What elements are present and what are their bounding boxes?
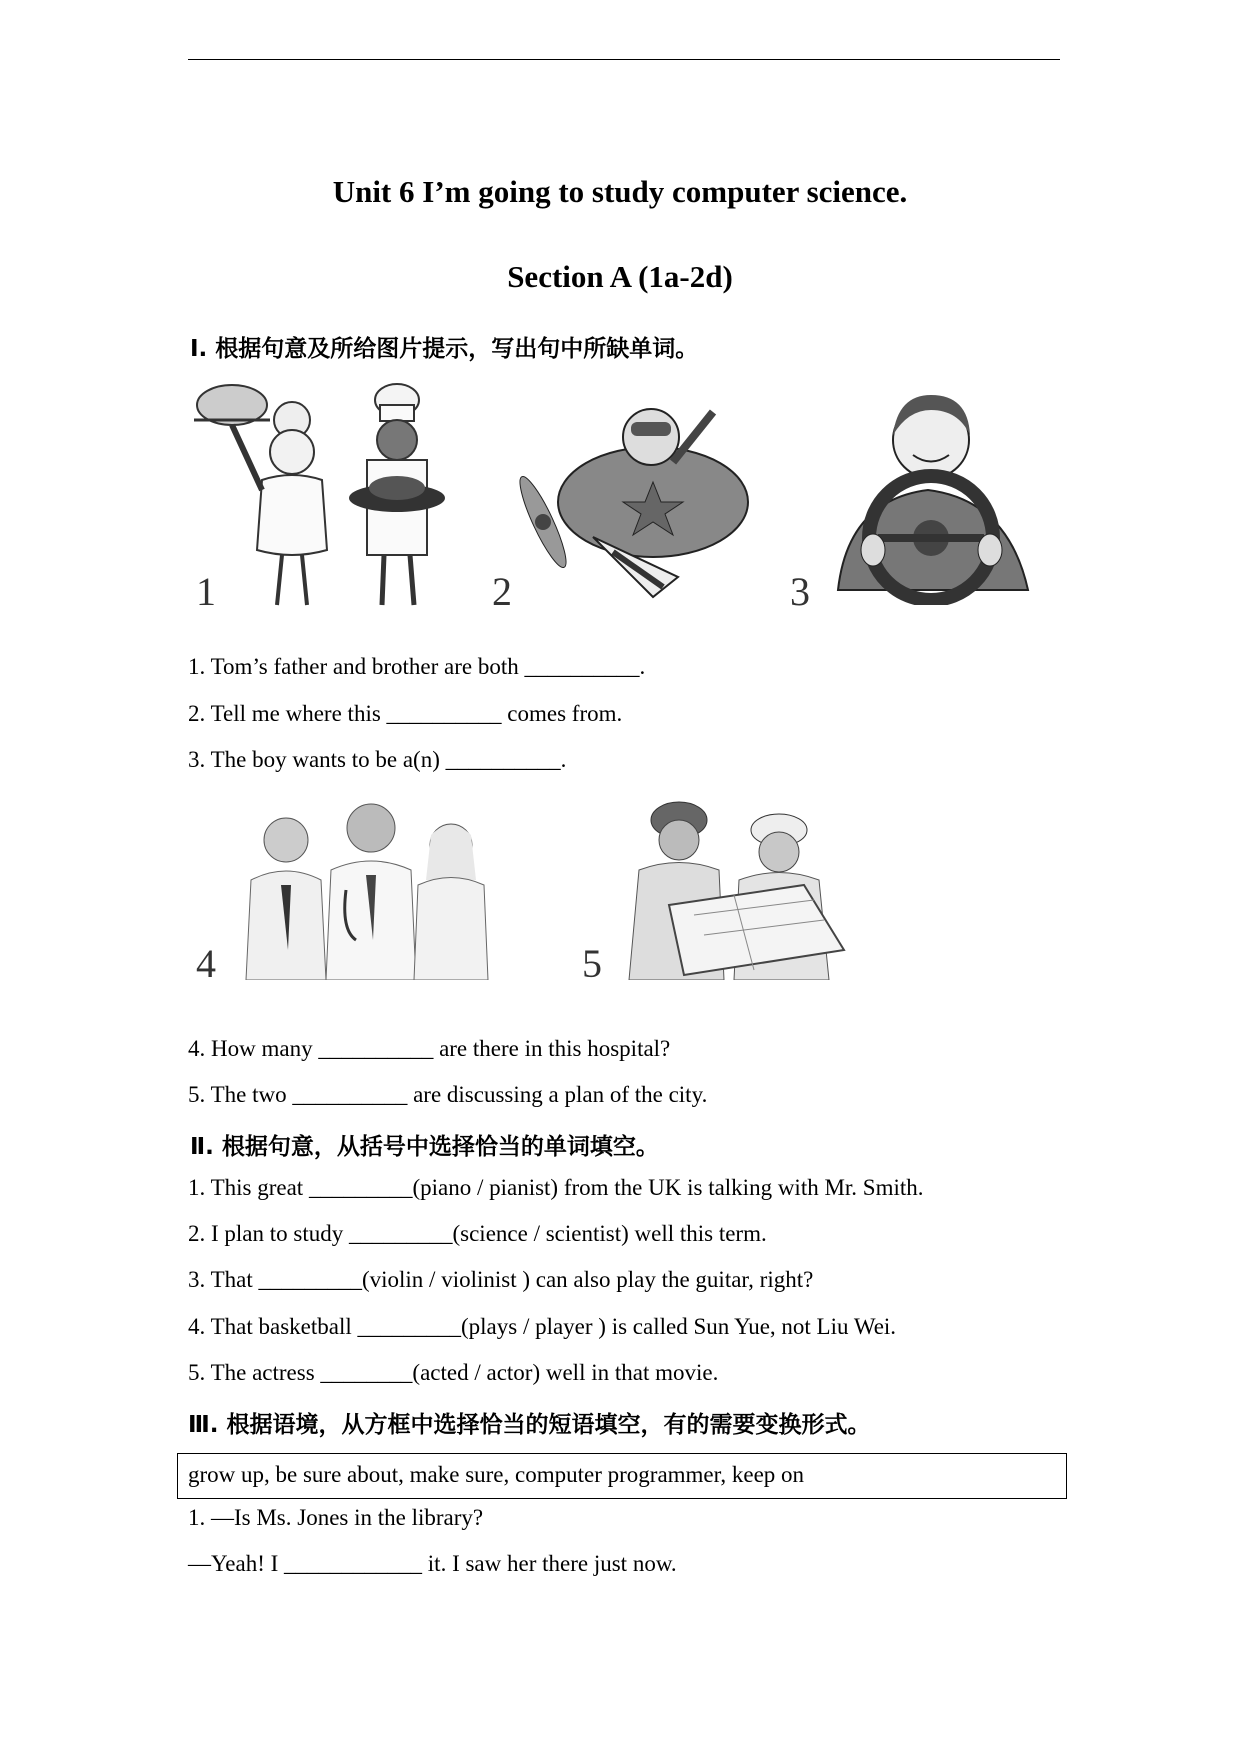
- boy-driving-picture: [828, 380, 1033, 605]
- page-title: Unit 6 I’m going to study computer science.: [332, 174, 908, 209]
- question-line: 1. This great _________(piano / pianist) from the UK is talking with Mr. Smith.: [188, 1175, 924, 1200]
- picture-number: 5: [582, 941, 602, 986]
- picture-number: 4: [196, 941, 216, 986]
- two-cooks-picture: [192, 380, 457, 615]
- question-line: 2. Tell me where this __________ comes from.: [188, 701, 623, 726]
- two-engineers-picture: [614, 790, 856, 980]
- question-line: 5. The two __________ are discussing a plan of the city.: [188, 1082, 708, 1107]
- picture-number: 2: [492, 569, 512, 614]
- question-line: 5. The actress ________(acted / actor) well in that movie.: [188, 1360, 719, 1385]
- part3-heading: Ⅲ. 根据语境，从方框中选择恰当的短语填空，有的需要变换形式。: [188, 1412, 871, 1438]
- picture-number: 3: [790, 569, 810, 614]
- question-line: 1. —Is Ms. Jones in the library?: [188, 1505, 484, 1530]
- part2-heading: Ⅱ. 根据句意，从括号中选择恰当的单词填空。: [190, 1134, 659, 1160]
- question-line: 1. Tom’s father and brother are both __________.: [188, 654, 646, 679]
- question-line: 2. I plan to study _________(science / scientist) well this term.: [188, 1221, 767, 1246]
- phrase-box: [177, 1453, 1067, 1499]
- part1-heading: Ⅰ. 根据句意及所给图片提示，写出句中所缺单词。: [190, 336, 699, 362]
- pilot-in-plane-picture: [513, 392, 763, 607]
- three-doctors-picture: [236, 790, 501, 980]
- phrase-box-text: grow up, be sure about, make sure, computer programmer, keep on: [188, 1462, 805, 1487]
- picture-number: 1: [196, 569, 216, 614]
- question-line: 4. How many __________ are there in this hospital?: [188, 1036, 671, 1061]
- section-subtitle: Section A (1a-2d): [507, 259, 733, 294]
- header-rule: [188, 59, 1060, 60]
- question-line: 3. The boy wants to be a(n) __________.: [188, 747, 567, 772]
- answer-line: —Yeah! I ____________ it. I saw her there just now.: [188, 1551, 677, 1576]
- question-line: 4. That basketball _________(plays / player ) is called Sun Yue, not Liu Wei.: [188, 1314, 897, 1339]
- question-line: 3. That _________(violin / violinist ) can also play the guitar, right?: [188, 1267, 814, 1292]
